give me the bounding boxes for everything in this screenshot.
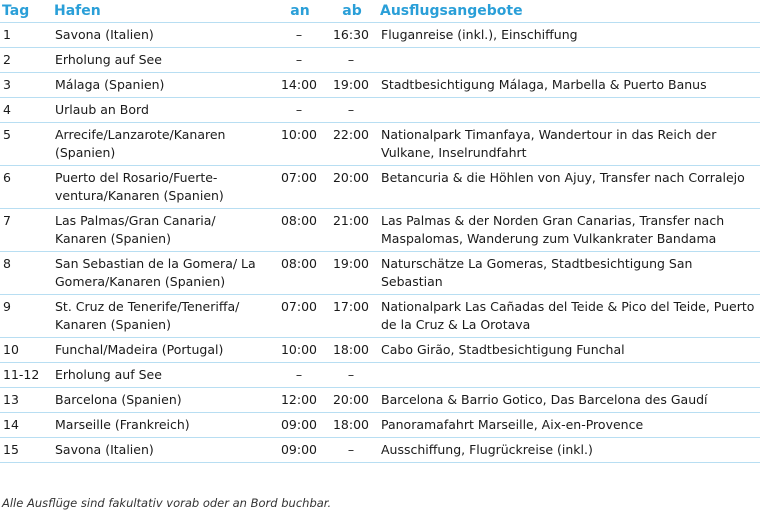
cell-hafen: Málaga (Spanien)	[52, 73, 274, 98]
cell-hafen: St. Cruz de Tenerife/Teneriffa/ Kanaren (Spanien)	[52, 295, 274, 338]
cell-hafen: Urlaub an Bord	[52, 98, 274, 123]
header-ab: ab	[324, 0, 378, 23]
cell-hafen: Savona (Italien)	[52, 438, 274, 463]
cell-ab: –	[324, 98, 378, 123]
cell-ausflug: Naturschätze La Gomeras, Stadtbesichtigung San Sebastian	[378, 252, 760, 295]
cell-tag: 14	[0, 413, 52, 438]
cell-tag: 3	[0, 73, 52, 98]
cell-hafen: Puerto del Rosario/Fuerte-ventura/Kanaren (Spanien)	[52, 166, 274, 209]
cell-tag: 9	[0, 295, 52, 338]
cell-an: –	[274, 363, 324, 388]
cell-an: 07:00	[274, 295, 324, 338]
cell-hafen: Marseille (Frankreich)	[52, 413, 274, 438]
cell-ab: 18:00	[324, 338, 378, 363]
cell-an: –	[274, 23, 324, 48]
table-row	[0, 48, 760, 73]
cell-ausflug: Fluganreise (inkl.), Einschiffung	[378, 23, 760, 48]
cell-ab: 21:00	[324, 209, 378, 252]
cell-tag: 5	[0, 123, 52, 166]
cell-an: 08:00	[274, 209, 324, 252]
cell-ausflug: Las Palmas & der Norden Gran Canarias, Transfer nach Maspalomas, Wanderung zum Vulkankrater Bandama	[378, 209, 760, 252]
cell-ab: 20:00	[324, 166, 378, 209]
header-hafen: Hafen	[52, 0, 274, 23]
cell-ausflug: Ausschiffung, Flugrückreise (inkl.)	[378, 438, 760, 463]
cell-hafen: Erholung auf See	[52, 363, 274, 388]
cell-ausflug: Nationalpark Las Cañadas del Teide & Pico del Teide, Puerto de la Cruz & La Orotava	[378, 295, 760, 338]
table-row	[0, 413, 760, 438]
table-row	[0, 166, 760, 209]
cell-ab: 17:00	[324, 295, 378, 338]
cell-an: 09:00	[274, 438, 324, 463]
cell-an: 10:00	[274, 338, 324, 363]
cell-ausflug: Barcelona & Barrio Gotico, Das Barcelona des Gaudí	[378, 388, 760, 413]
cell-an: 14:00	[274, 73, 324, 98]
cell-tag: 6	[0, 166, 52, 209]
cell-ab: 20:00	[324, 388, 378, 413]
cell-ab: 19:00	[324, 73, 378, 98]
table-row	[0, 73, 760, 98]
cell-tag: 4	[0, 98, 52, 123]
cell-ab: 18:00	[324, 413, 378, 438]
cell-ab: 19:00	[324, 252, 378, 295]
cell-an: 10:00	[274, 123, 324, 166]
cell-an: –	[274, 98, 324, 123]
cell-an: –	[274, 48, 324, 73]
cell-tag: 11-12	[0, 363, 52, 388]
cell-tag: 8	[0, 252, 52, 295]
cell-an: 09:00	[274, 413, 324, 438]
cell-ab: –	[324, 48, 378, 73]
cell-tag: 2	[0, 48, 52, 73]
cell-ab: –	[324, 438, 378, 463]
cell-hafen: Erholung auf See	[52, 48, 274, 73]
header-tag: Tag	[0, 0, 52, 23]
table-row	[0, 23, 760, 48]
cell-an: 07:00	[274, 166, 324, 209]
cell-ab: 16:30	[324, 23, 378, 48]
table-row	[0, 123, 760, 166]
cell-tag: 13	[0, 388, 52, 413]
cell-ausflug: Nationalpark Timanfaya, Wandertour in das Reich der Vulkane, Inselrundfahrt	[378, 123, 760, 166]
cell-ausflug	[378, 48, 760, 73]
table-row	[0, 98, 760, 123]
footnote: Alle Ausflüge sind fakultativ vorab oder an Bord buchbar.	[2, 496, 332, 510]
cell-ausflug: Panoramafahrt Marseille, Aix-en-Provence	[378, 413, 760, 438]
header-an: an	[274, 0, 324, 23]
cell-tag: 7	[0, 209, 52, 252]
table-row	[0, 252, 760, 295]
cell-hafen: Savona (Italien)	[52, 23, 274, 48]
cell-tag: 1	[0, 23, 52, 48]
table-row	[0, 388, 760, 413]
cell-ausflug	[378, 98, 760, 123]
cell-an: 12:00	[274, 388, 324, 413]
cell-tag: 15	[0, 438, 52, 463]
table-row	[0, 438, 760, 463]
cell-ausflug	[378, 363, 760, 388]
table-row	[0, 338, 760, 363]
table-row	[0, 209, 760, 252]
table-header-row	[0, 0, 760, 23]
table-row	[0, 363, 760, 388]
table-row	[0, 295, 760, 338]
cell-tag: 10	[0, 338, 52, 363]
cell-ausflug: Betancuria & die Höhlen von Ajuy, Transfer nach Corralejo	[378, 166, 760, 209]
cell-hafen: San Sebastian de la Gomera/ La Gomera/Kanaren (Spanien)	[52, 252, 274, 295]
cell-ausflug: Cabo Girão, Stadtbesichtigung Funchal	[378, 338, 760, 363]
cell-hafen: Funchal/Madeira (Portugal)	[52, 338, 274, 363]
cell-ab: –	[324, 363, 378, 388]
cell-an: 08:00	[274, 252, 324, 295]
cell-hafen: Las Palmas/Gran Canaria/ Kanaren (Spanien)	[52, 209, 274, 252]
cell-ausflug: Stadtbesichtigung Málaga, Marbella & Puerto Banus	[378, 73, 760, 98]
cell-ab: 22:00	[324, 123, 378, 166]
header-ausflug: Ausflugsangebote	[378, 0, 760, 23]
cell-hafen: Arrecife/Lanzarote/Kanaren (Spanien)	[52, 123, 274, 166]
cell-hafen: Barcelona (Spanien)	[52, 388, 274, 413]
